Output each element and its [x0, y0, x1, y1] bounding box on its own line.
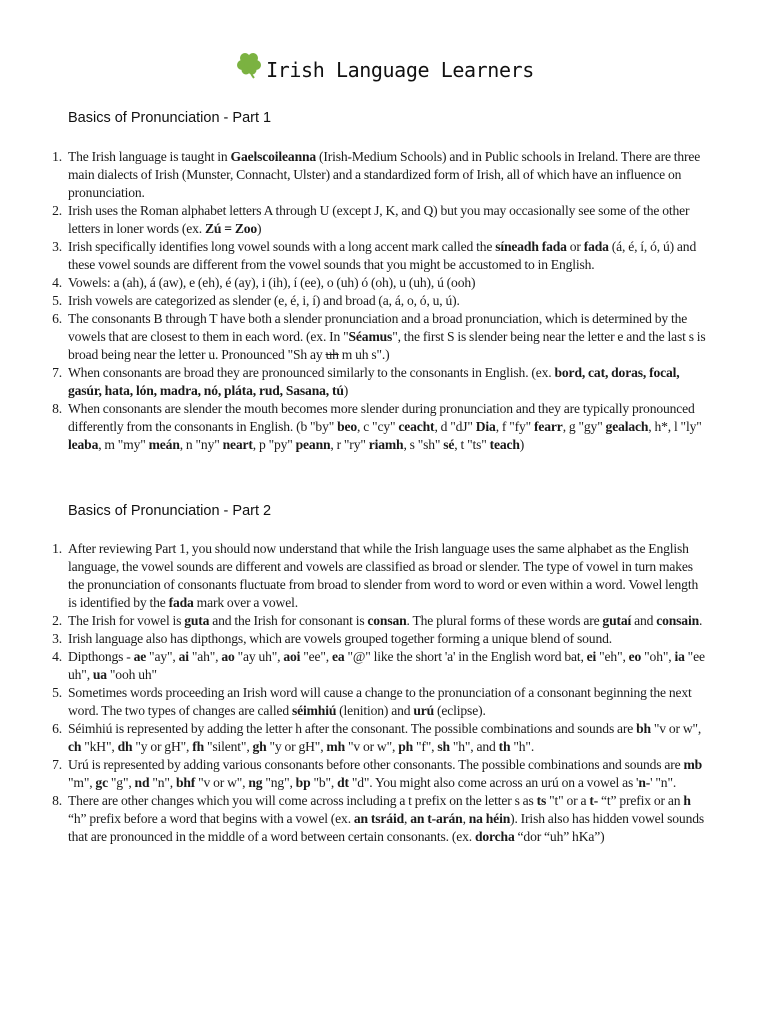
text-run: or — [566, 239, 584, 254]
bold-term: teach — [489, 437, 520, 452]
text-run: and — [631, 613, 657, 628]
text-run: “t” prefix or an — [598, 793, 684, 808]
text-run: "h", and — [449, 739, 499, 754]
bold-term: n- — [638, 775, 651, 790]
text-run: When consonants are slender the mouth becomes more slender during pronunciation and they are typically pronounced differently from the consonants in English. (b "by" — [68, 401, 695, 434]
text-run: "ng", — [262, 775, 296, 790]
bold-term: Gaelscoileanna — [230, 149, 317, 164]
bold-term: sh — [437, 739, 450, 754]
bold-term: neart — [222, 437, 253, 452]
bold-term: bord, cat, doras, focal, gasúr, hata, lón, madra, nó, pláta, rud, Sasana, tú — [68, 365, 680, 398]
text-run: After reviewing Part 1, you should now understand that while the Irish language uses the same alphabet as the English language, the vowel sounds are different and vowels are classified as broad or slender. The type of vowel in turn makes the pronunciation of consonants fluctuate from broad to slender from word to word or even within a word. Vowel length is identified by the — [68, 541, 699, 610]
text-run: The Irish for vowel is — [68, 613, 185, 628]
list-item-number: 1. — [52, 149, 62, 164]
text-run: Irish vowels are categorized as slender (e, é, i, í) and broad (a, á, o, ó, u, ú). — [68, 293, 460, 308]
bold-term: ts — [536, 793, 547, 808]
text-run: , — [462, 811, 469, 826]
list-item — [52, 400, 708, 454]
bold-term: ei — [586, 649, 597, 664]
text-run: Irish language also has dipthongs, which are vowels grouped together forming a unique blend of sound. — [68, 631, 612, 646]
text-run: "@" like the short 'a' in the English word bat, — [344, 649, 587, 664]
bold-term: ua — [92, 667, 107, 682]
text-run: "ee", — [300, 649, 333, 664]
text-run: (lenition) and — [336, 703, 414, 718]
bold-term: nd — [134, 775, 150, 790]
text-run: ", the first S is slender being near the letter e and the last s is broad being near the letter u. Pronounced "Sh ay — [68, 329, 706, 362]
text-run: , h*, l "ly" — [648, 419, 702, 434]
bold-term: leaba — [68, 437, 99, 452]
text-run: “h” prefix before a word that begins with a vowel (ex. — [68, 811, 354, 826]
text-run: , c "cy" — [357, 419, 399, 434]
part-2-list — [0, 540, 768, 846]
bold-term: an tsráid — [353, 811, 404, 826]
text-run: "m", — [68, 775, 96, 790]
list-item-number: 4. — [52, 649, 62, 664]
bold-term: ch — [68, 739, 82, 754]
text-run: "kH", — [81, 739, 118, 754]
list-item — [52, 540, 708, 612]
bold-term: ph — [398, 739, 414, 754]
text-run: Urú is represented by adding various consonants before other consonants. The possible combinations and sounds are — [68, 757, 684, 772]
text-run: "ee uh", — [68, 649, 705, 682]
bold-term: bhf — [175, 775, 196, 790]
text-run: ) — [343, 383, 349, 398]
bold-term: ng — [248, 775, 263, 790]
bold-term: Zú = Zoo — [205, 221, 258, 236]
list-item — [52, 148, 708, 202]
list-item — [52, 648, 708, 684]
bold-term: consain — [656, 613, 699, 628]
list-item-number: 6. — [52, 311, 62, 326]
list-item — [52, 238, 708, 274]
text-run: Irish uses the Roman alphabet letters A through U (except J, K, and Q) but you may occasionally see some of the other letters in loner words (ex. — [68, 203, 690, 236]
site-title: Irish Language Learners — [266, 58, 534, 82]
list-item-number: 8. — [52, 401, 62, 416]
bold-term: na héin — [468, 811, 511, 826]
text-run: "g", — [107, 775, 135, 790]
text-run: . — [698, 613, 703, 628]
bold-term: beo — [337, 419, 358, 434]
part-1-list — [0, 148, 768, 454]
bold-term: eo — [628, 649, 642, 664]
text-run: Sometimes words proceeding an Irish word will cause a change to the pronunciation of a consonant beginning the next word. The two types of changes are called — [68, 685, 692, 718]
text-run: "eh", — [596, 649, 629, 664]
text-run: mark over a vowel. — [193, 595, 298, 610]
text-run: , d "dJ" — [434, 419, 476, 434]
bold-term: mb — [683, 757, 703, 772]
text-run: (eclipse). — [434, 703, 486, 718]
list-item-number: 1. — [52, 541, 62, 556]
bold-term: riamh — [368, 437, 404, 452]
text-run: Vowels: a (ah), á (aw), e (eh), é (ay), i (ih), í (ee), o (uh) ó (oh), u (uh), ú (ooh) — [68, 275, 476, 290]
bold-term: urú — [413, 703, 435, 718]
list-item-number: 4. — [52, 275, 62, 290]
part-1-section — [0, 110, 768, 454]
list-item-number: 7. — [52, 757, 62, 772]
bold-term: bh — [636, 721, 651, 736]
text-run: When consonants are broad they are pronounced similarly to the consonants in English. (ex. — [68, 365, 555, 380]
text-run: There are other changes which you will come across including a t prefix on the letter s as — [68, 793, 537, 808]
text-run: The consonants B through T have both a slender pronunciation and a broad pronunciation, which is determined by the vowels that are closest to them in each word. (ex. In " — [68, 311, 688, 344]
bold-term: meán — [148, 437, 180, 452]
bold-term: síneadh fada — [495, 239, 567, 254]
bold-term: bp — [295, 775, 311, 790]
bold-term: th — [498, 739, 511, 754]
bold-term: gh — [252, 739, 267, 754]
bold-term: consan — [367, 613, 407, 628]
list-item — [52, 720, 708, 756]
part-2-section — [0, 503, 768, 846]
bold-term: fada — [583, 239, 609, 254]
text-run: "ooh uh" — [106, 667, 157, 682]
text-run: "t" or a — [546, 793, 590, 808]
text-run: , f "fy" — [495, 419, 535, 434]
list-item — [52, 310, 708, 364]
text-run: , g "gy" — [562, 419, 606, 434]
list-item — [52, 792, 708, 846]
text-run: “dor “uh” hKa”) — [514, 829, 605, 844]
text-run: m uh s".) — [338, 347, 390, 362]
list-item — [52, 684, 708, 720]
text-run: ) — [257, 221, 262, 236]
bold-term: ao — [221, 649, 235, 664]
bold-term: ia — [674, 649, 685, 664]
list-item — [52, 612, 708, 630]
bold-term: dorcha — [474, 829, 515, 844]
text-run: The Irish language is taught in — [68, 149, 231, 164]
text-run: "y or gH", — [132, 739, 193, 754]
bold-term: sé — [443, 437, 455, 452]
text-run: "v or w", — [650, 721, 702, 736]
text-run: "d". You might also come across an urú on a vowel as ' — [348, 775, 639, 790]
list-item — [52, 202, 708, 238]
text-run: Dipthongs - — [68, 649, 134, 664]
list-item — [52, 756, 708, 792]
text-run: "oh", — [641, 649, 675, 664]
bold-term: ea — [332, 649, 345, 664]
list-item — [52, 292, 708, 310]
text-run: , — [404, 811, 411, 826]
list-item-number: 3. — [52, 631, 62, 646]
page-header — [0, 50, 768, 85]
text-run: ' "n". — [650, 775, 677, 790]
bold-term: aoi — [283, 649, 301, 664]
text-run: , s "sh" — [403, 437, 444, 452]
bold-term: guta — [184, 613, 210, 628]
part-2-heading: Basics of Pronunciation - Part 2 — [68, 503, 272, 519]
strikethrough-text: uh — [325, 347, 339, 362]
list-item-number: 8. — [52, 793, 62, 808]
text-run: , n "ny" — [179, 437, 223, 452]
list-item-number: 7. — [52, 365, 62, 380]
text-run: ). Irish also has hidden vowel sounds that are pronounced in the middle of a word between certain consonants. (ex. — [68, 811, 704, 844]
list-item — [52, 274, 708, 292]
bold-term: dt — [337, 775, 349, 790]
text-run: , t "ts" — [454, 437, 490, 452]
bold-term: Dia — [475, 419, 496, 434]
text-run: "v or w", — [195, 775, 249, 790]
bold-term: fh — [192, 739, 205, 754]
text-run: "b", — [310, 775, 338, 790]
list-item-number: 5. — [52, 685, 62, 700]
text-run: (á, é, í, ó, ú) and these vowel sounds are different from the vowel sounds that you might be accustomed to in English. — [68, 239, 697, 272]
bold-term: fearr — [534, 419, 563, 434]
bold-term: séimhiú — [291, 703, 337, 718]
bold-term: gealach — [605, 419, 649, 434]
text-run: , r "ry" — [330, 437, 369, 452]
list-item-number: 6. — [52, 721, 62, 736]
bold-term: fada — [168, 595, 194, 610]
text-run: Irish specifically identifies long vowel sounds with a long accent mark called the — [68, 239, 496, 254]
text-run: and the Irish for consonant is — [209, 613, 368, 628]
part-1-heading: Basics of Pronunciation - Part 1 — [68, 110, 272, 126]
bold-term: dh — [117, 739, 133, 754]
shamrock-icon — [234, 50, 264, 80]
text-run: "f", — [413, 739, 438, 754]
text-run: (Irish-Medium Schools) and in Public schools in Ireland. There are three main dialects of Irish (Munster, Connacht, Ulster) and a standardized form of Irish, all of which have an influence on pronunciation. — [68, 149, 701, 200]
bold-term: gutaí — [602, 613, 632, 628]
bold-term: mh — [326, 739, 345, 754]
text-run: , p "py" — [252, 437, 296, 452]
text-run: "ay uh", — [234, 649, 284, 664]
list-item — [52, 630, 708, 648]
list-item — [52, 364, 708, 400]
text-run: "n", — [149, 775, 176, 790]
text-run: "ay", — [146, 649, 179, 664]
bold-term: h — [683, 793, 691, 808]
bold-term: peann — [295, 437, 331, 452]
bold-term: Séamus — [348, 329, 393, 344]
list-item-number: 5. — [52, 293, 62, 308]
list-item-number: 2. — [52, 613, 62, 628]
bold-term: ai — [178, 649, 189, 664]
text-run: "v or w", — [345, 739, 399, 754]
text-run: Séimhiú is represented by adding the letter h after the consonant. The possible combinations and sounds are — [68, 721, 637, 736]
bold-term: ceacht — [398, 419, 435, 434]
bold-term: an t-arán — [410, 811, 463, 826]
bold-term: ae — [133, 649, 147, 664]
bold-term: t- — [589, 793, 599, 808]
text-run: ) — [519, 437, 525, 452]
text-run: , m "my" — [98, 437, 149, 452]
site-logo — [234, 50, 534, 82]
text-run: "y or gH", — [266, 739, 327, 754]
text-run: . The plural forms of these words are — [406, 613, 603, 628]
text-run: "h". — [510, 739, 535, 754]
text-run: "silent", — [204, 739, 253, 754]
text-run: "ah", — [188, 649, 222, 664]
list-item-number: 3. — [52, 239, 62, 254]
list-item-number: 2. — [52, 203, 62, 218]
bold-term: gc — [95, 775, 108, 790]
